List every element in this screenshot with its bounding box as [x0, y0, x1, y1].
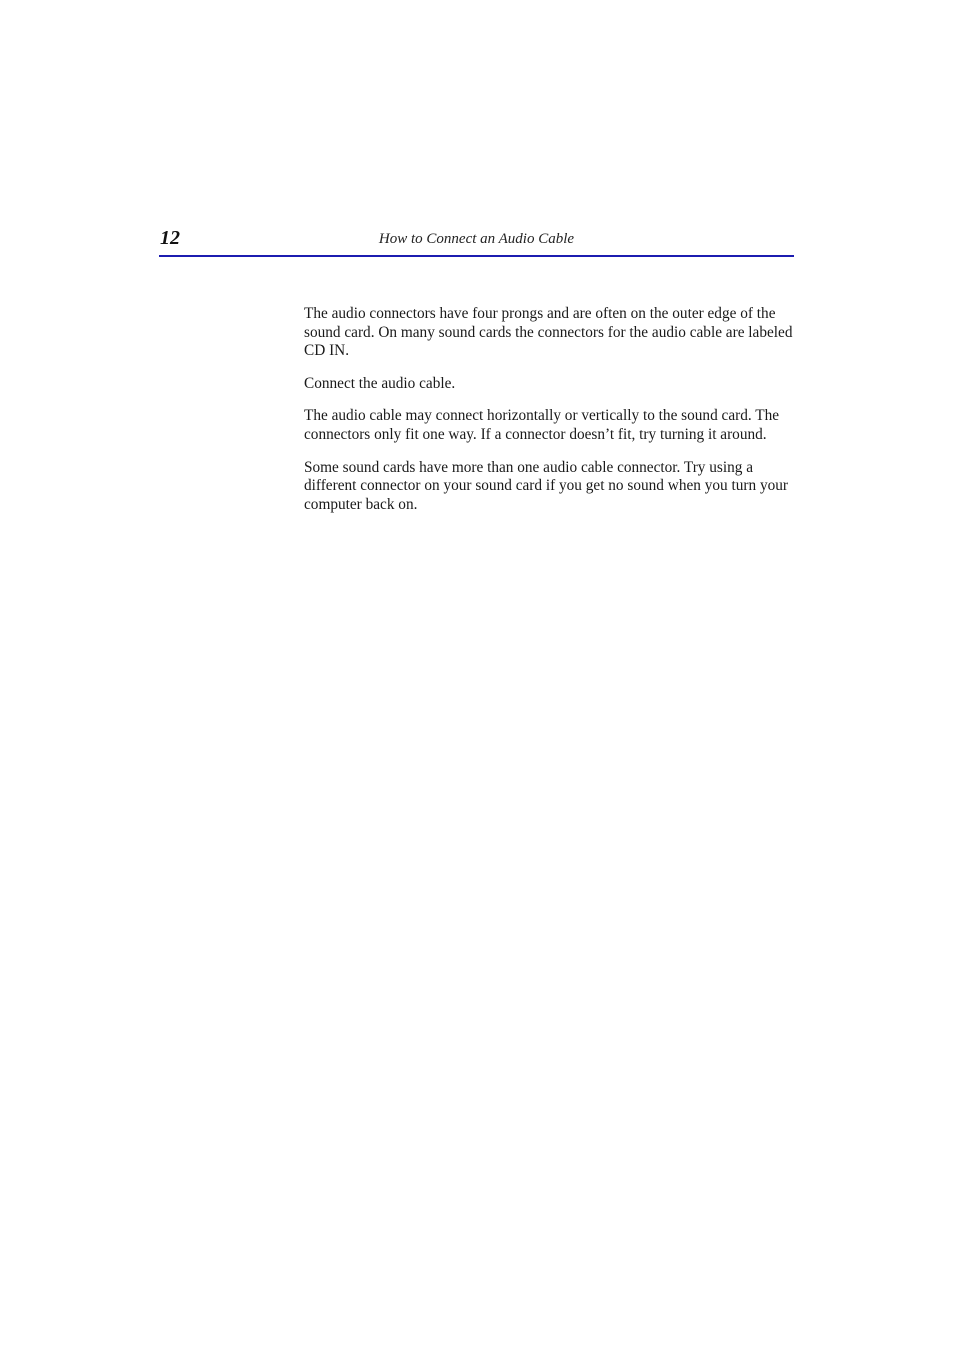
- paragraph-connect-instruction: Connect the audio cable.: [304, 374, 456, 392]
- running-title: How to Connect an Audio Cable: [378, 231, 575, 247]
- paragraph-multiple-connectors: Some sound cards have more than one audio cable connector. Try using a different connector on your sound card if you get no sound when you turn your computer back on.: [304, 458, 789, 513]
- paragraph-connector-location: The audio connectors have four prongs and are often on the outer edge of the sound card. On many sound cards the connectors for the audio cable are labeled CD IN.: [304, 305, 793, 360]
- page-number: 12: [160, 227, 180, 249]
- paragraph-orientation: The audio cable may connect horizontally or vertically to the sound card. The connectors only fit one way. If a connector doesn’t fit, try turning it around.: [304, 407, 780, 443]
- page-header: [159, 222, 794, 258]
- header-rule: [159, 255, 794, 257]
- body-text: [304, 305, 796, 528]
